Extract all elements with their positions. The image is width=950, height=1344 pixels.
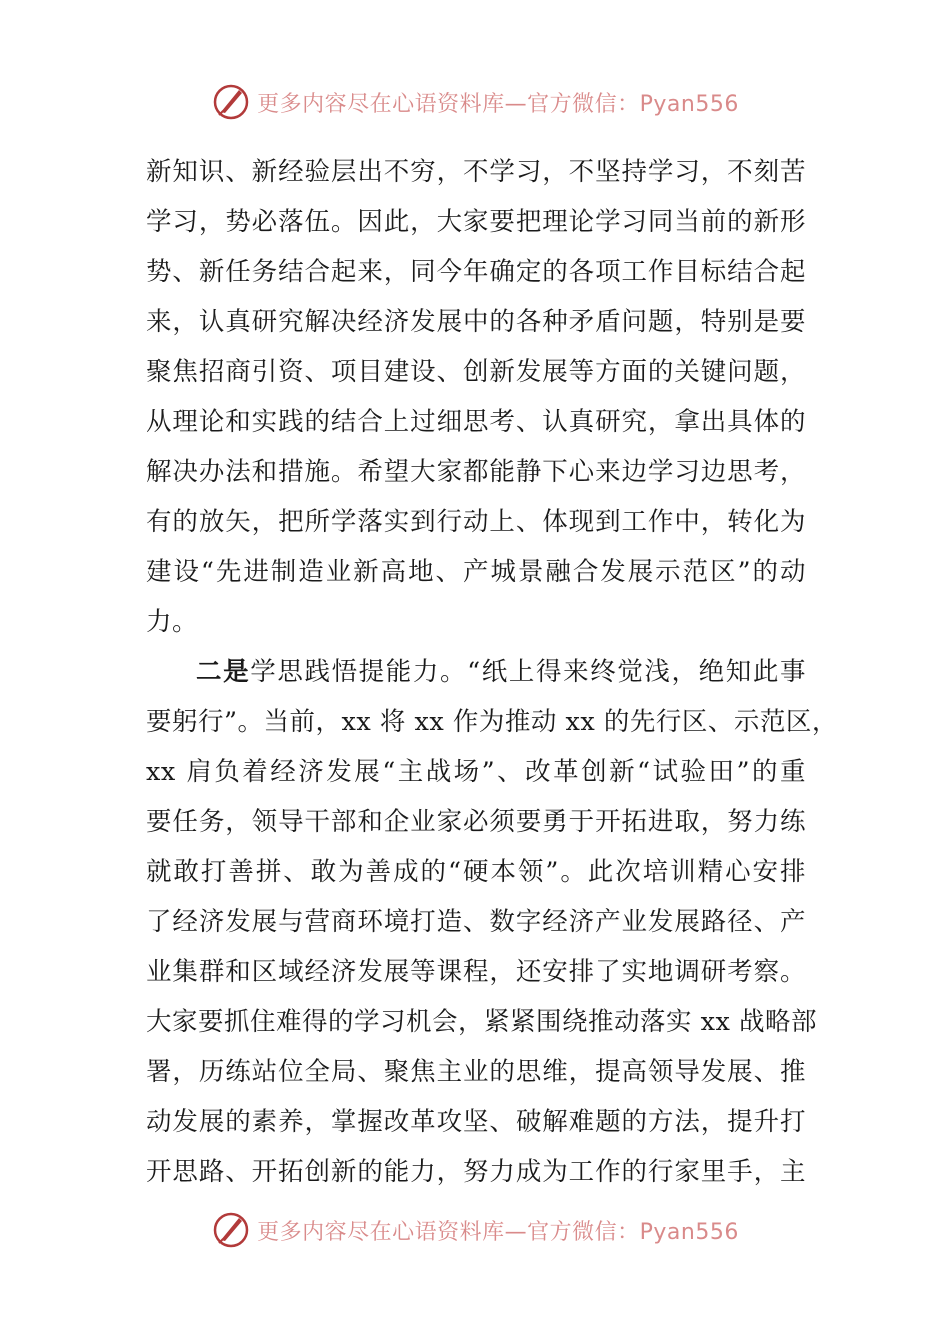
text-line: 来，认真研究解决经济发展中的各种矛盾问题，特别是要 [146,307,806,337]
paragraph-2 [146,647,838,1197]
text-line-first [146,647,806,697]
text-line: 从理论和实践的结合上过细思考、认真研究，拿出具体的 [146,407,806,437]
text-line: 了经济发展与营商环境打造、数字经济产业发展路径、产 [146,907,806,937]
text-line: 就敢打善拼、敢为善成的“硬本领”。此次培训精心安排 [146,857,806,887]
text-line: 署，历练站位全局、聚焦主业的思维，提高领导发展、推 [146,1057,806,1087]
text-line: 聚焦招商引资、项目建设、创新发展等方面的关键问题， [146,357,806,387]
section-lead: 二是 [196,657,251,687]
quill-logo-icon [211,82,251,122]
text-line: 力。 [146,607,199,637]
text-line: 要任务，领导干部和企业家必须要勇于开拓进取，努力练 [146,807,806,837]
text-line: 大家要抓住难得的学习机会，紧紧围绕推动落实 xx 战略部 [146,1007,817,1037]
header-banner [0,78,950,126]
text-line: 解决办法和措施。希望大家都能静下心来边学习边思考， [146,457,806,487]
header-banner-text: 更多内容尽在心语资料库—官方微信：Pyan556 [257,91,739,117]
text-line: 业集群和区域经济发展等课程，还安排了实地调研考察。 [146,957,806,987]
text-line: 开思路、开拓创新的能力，努力成为工作的行家里手，主 [146,1157,806,1187]
text-line: 建设“先进制造业新高地、产城景融合发展示范区”的动 [146,557,806,587]
text-line: 新知识、新经验层出不穷，不学习，不坚持学习，不刻苦 [146,157,806,187]
text-line: 有的放矢，把所学落实到行动上、体现到工作中，转化为 [146,507,806,537]
quill-logo-icon [211,1210,251,1250]
text-line: 要躬行”。当前，xx 将 xx 作为推动 xx 的先行区、示范区， [146,707,838,737]
paragraph-1 [146,147,806,647]
footer-banner [0,1206,950,1254]
text-line: 学习，势必落伍。因此，大家要把理论学习同当前的新形 [146,207,806,237]
text-line: 动发展的素养，掌握改革攻坚、破解难题的方法，提升打 [146,1107,806,1137]
document-body [146,147,838,1197]
text-line: xx 肩负着经济发展“主战场”、改革创新“试验田”的重 [146,757,806,787]
first-line-rest: 学思践悟提能力。“纸上得来终觉浅，绝知此事 [250,657,806,687]
text-line: 势、新任务结合起来，同今年确定的各项工作目标结合起 [146,257,806,287]
footer-banner-text: 更多内容尽在心语资料库—官方微信：Pyan556 [257,1219,739,1245]
